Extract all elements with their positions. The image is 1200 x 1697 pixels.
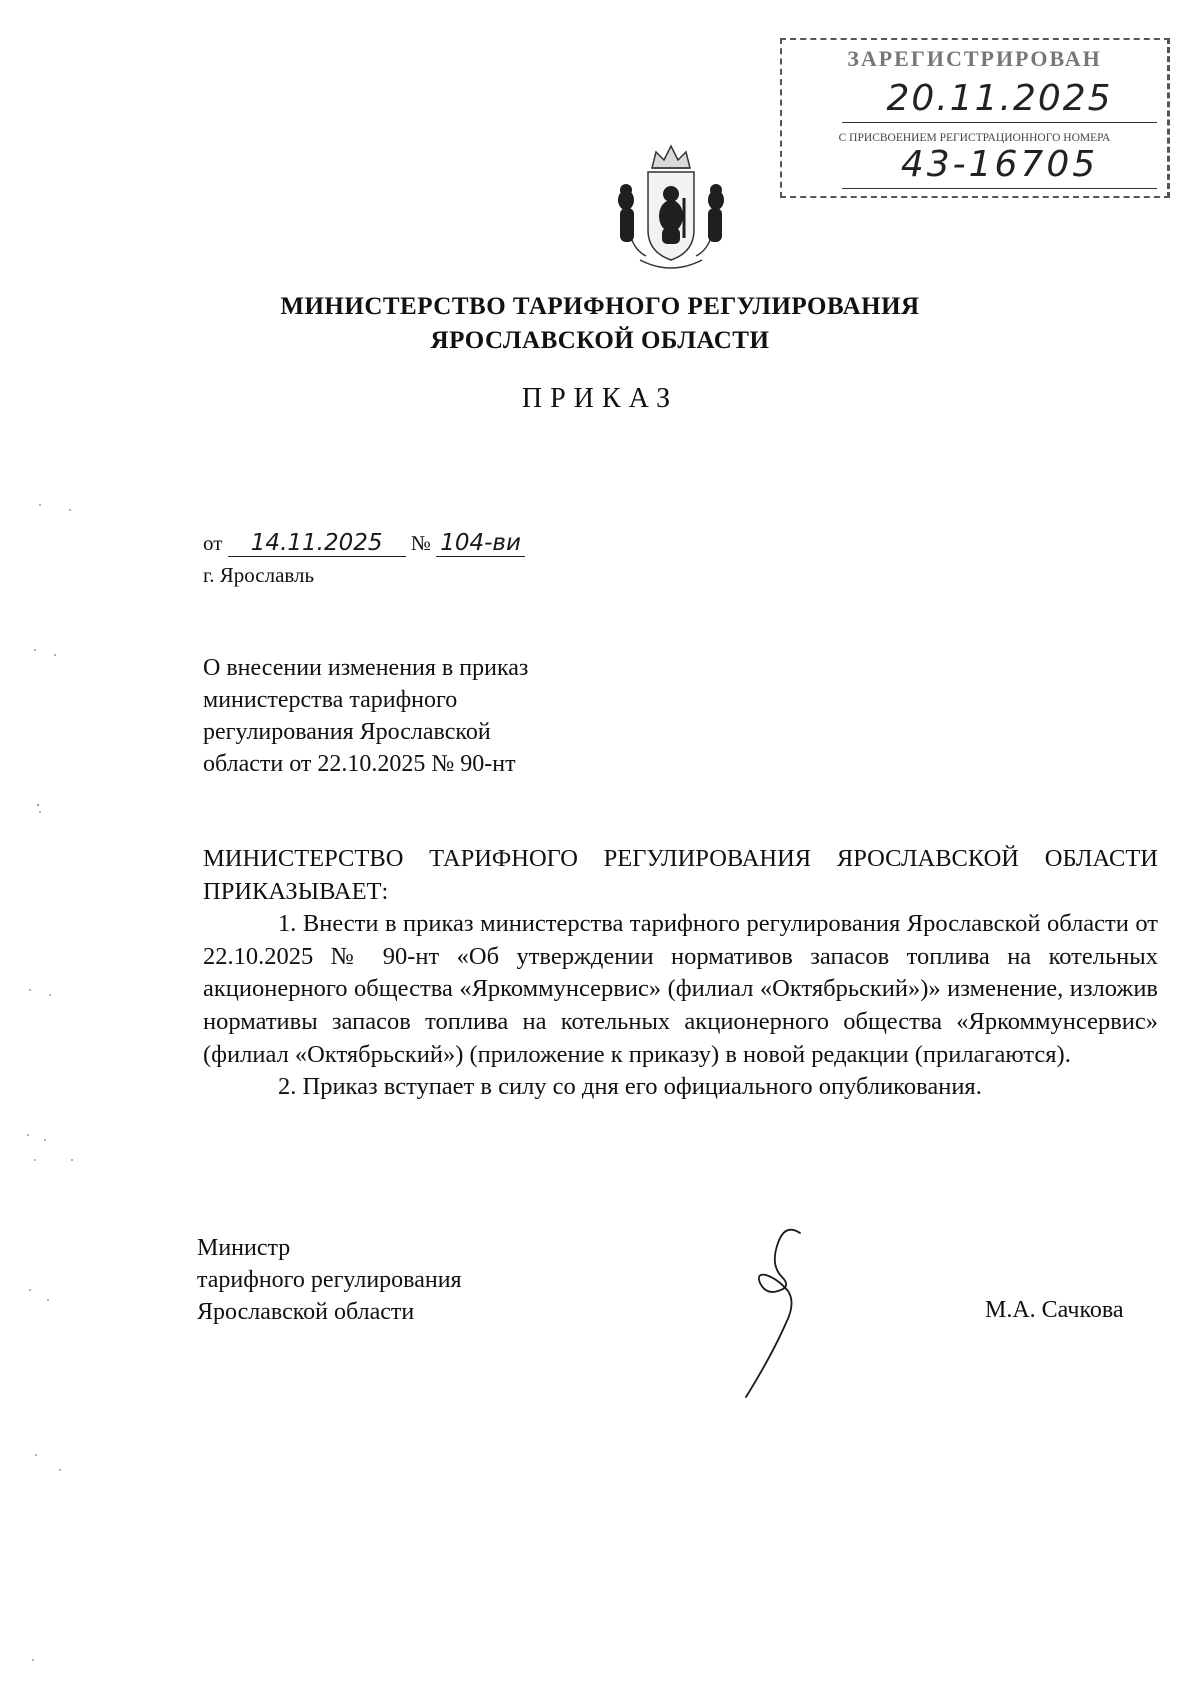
ministry-line-2: ЯРОСЛАВСКОЙ ОБЛАСТИ [430, 327, 770, 354]
body-heading: МИНИСТЕРСТВО ТАРИФНОГО РЕГУЛИРОВАНИЯ ЯРОСЛАВСКОЙ ОБЛАСТИ ПРИКАЗЫВАЕТ: [203, 845, 1158, 905]
signer-position-line-2: тарифного регулирования [197, 1267, 462, 1293]
scan-specks [0, 0, 90, 1697]
handwritten-signature [730, 1225, 830, 1405]
stamp-date: 20.11.2025 [842, 78, 1157, 123]
order-number: 104-ви [436, 530, 525, 557]
number-label: № [410, 531, 431, 555]
order-body [203, 843, 1158, 1104]
subject-line-1: О внесении изменения в приказ [203, 655, 529, 681]
order-subject [203, 652, 528, 780]
coat-of-arms-icon [612, 138, 730, 278]
signer-name: М.А. Сачкова [985, 1297, 1124, 1323]
stamp-caption: С ПРИСВОЕНИЕМ РЕГИСТРАЦИОННОГО НОМЕРА [838, 132, 1111, 144]
signer-position [197, 1232, 462, 1328]
body-item-1: 1. Внести в приказ министерства тарифного регулирования Ярославской области от 22.10.2025 № 90-нт «Об утверждении нормативов запасов топлива на котельных акционерного общества «Яркоммунсервис» (филиал «Октябрьский»)» изменение, изложив нормативы запасов топлива на котельных акционерного общества «Яркоммунсервис» (филиал «Октябрьский») (приложение к приказу) в новой редакции (прилагаются). [203, 910, 1158, 1068]
registration-stamp [780, 38, 1170, 198]
subject-line-4: области от 22.10.2025 № 90-нт [203, 751, 516, 777]
city: г. Ярославль [203, 563, 315, 587]
from-label: от [203, 531, 223, 555]
document-type: ПРИКАЗ [521, 383, 679, 414]
ministry-name [0, 290, 1200, 358]
order-date: 14.11.2025 [228, 530, 406, 557]
ministry-line-1: МИНИСТЕРСТВО ТАРИФНОГО РЕГУЛИРОВАНИЯ [280, 293, 920, 320]
stamp-title: ЗАРЕГИСТРИРОВАН [847, 46, 1102, 71]
body-item-2: 2. Приказ вступает в силу со дня его официального опубликования. [278, 1073, 982, 1101]
signer-position-line-3: Ярославской области [197, 1299, 415, 1325]
subject-line-3: регулирования Ярославской [203, 719, 491, 745]
signer-position-line-1: Министр [197, 1235, 291, 1261]
stamp-number: 43-16705 [842, 144, 1157, 189]
subject-line-2: министерства тарифного [203, 687, 458, 713]
order-date-number [203, 530, 525, 557]
